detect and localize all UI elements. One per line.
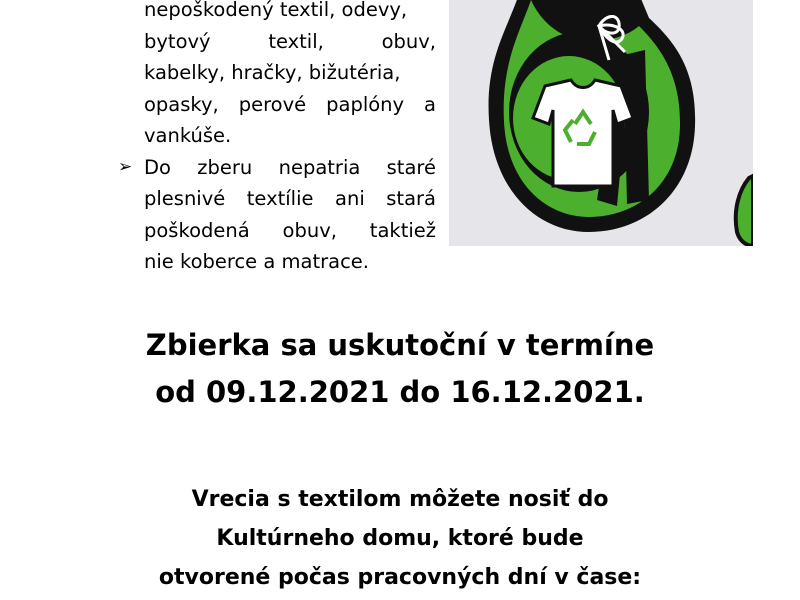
arrow-bullet-icon: ➢ bbox=[118, 156, 133, 177]
list-line: poškodená obuv, taktiež bbox=[144, 218, 436, 242]
headline-line-2: od 09.12.2021 do 16.12.2021. bbox=[155, 375, 645, 409]
list-line: Do zberu nepatria staré bbox=[144, 155, 436, 179]
collection-date-headline bbox=[0, 322, 800, 416]
info-line-2: Kultúrneho domu, ktoré bude bbox=[216, 526, 584, 551]
textile-bag-illustration bbox=[449, 0, 753, 246]
list-line: plesnivé textílie ani stará bbox=[144, 187, 436, 210]
list-line: vankúše. bbox=[144, 124, 232, 147]
item-list bbox=[118, 0, 436, 278]
list-line: nepoškodený textil, odevy, bbox=[144, 0, 408, 21]
info-line-1: Vrecia s textilom môžete nosiť do bbox=[191, 487, 609, 512]
list-line: nie koberce a matrace. bbox=[144, 250, 370, 273]
list-line: bytový textil, obuv, bbox=[144, 29, 436, 53]
list-item-rejected bbox=[118, 152, 436, 278]
drop-off-info bbox=[0, 480, 800, 597]
list-line: kabelky, hračky, bižutéria, bbox=[144, 61, 401, 84]
list-line: opasky, perové paplóny a bbox=[144, 92, 436, 116]
second-bag-shape bbox=[736, 176, 753, 246]
headline-line-1: Zbierka sa uskutoční v termíne bbox=[145, 328, 655, 362]
bag-graphic bbox=[449, 0, 753, 246]
info-line-3: otvorené počas pracovných dní v čase: bbox=[158, 565, 642, 590]
list-item-accepted bbox=[118, 0, 436, 152]
